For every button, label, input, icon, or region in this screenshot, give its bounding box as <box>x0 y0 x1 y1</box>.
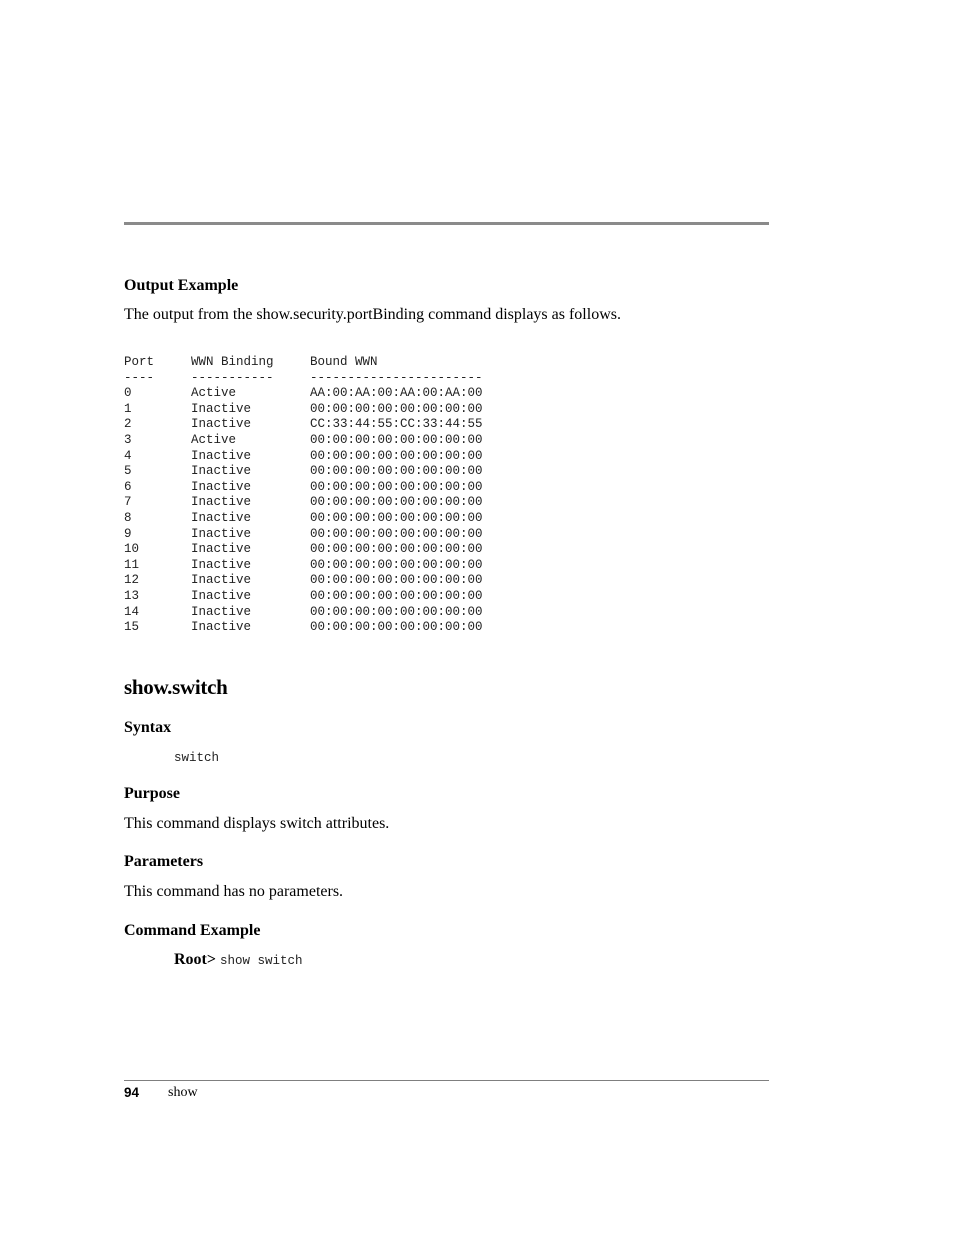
cell-wwn-binding: Inactive <box>191 620 252 635</box>
parameters-heading: Parameters <box>124 853 204 870</box>
cell-port: 10 <box>124 542 140 557</box>
cell-wwn-binding: Inactive <box>191 464 252 479</box>
cell-port: 13 <box>124 588 140 603</box>
separator-wwn-binding: ----------- <box>191 370 274 385</box>
cell-port: 12 <box>124 573 140 588</box>
syntax-code: switch <box>174 751 220 765</box>
cell-bound-wwn: 00:00:00:00:00:00:00:00 <box>310 401 483 416</box>
cell-port: 5 <box>124 464 132 479</box>
column-header-port: Port <box>124 355 155 369</box>
cell-bound-wwn: 00:00:00:00:00:00:00:00 <box>310 479 483 494</box>
table-body <box>124 386 483 636</box>
page-number: 94 <box>124 1085 140 1100</box>
cell-wwn-binding: Inactive <box>191 557 252 572</box>
table-row <box>124 542 483 558</box>
table-row <box>124 526 483 543</box>
command-text: show switch <box>220 954 303 968</box>
cell-bound-wwn: 00:00:00:00:00:00:00:00 <box>310 510 483 525</box>
table-row <box>124 479 483 496</box>
output-example-heading: Output Example <box>124 277 239 294</box>
cell-port: 2 <box>124 417 132 432</box>
parameters-text: This command has no parameters. <box>124 883 344 900</box>
table-row <box>124 417 483 433</box>
cell-wwn-binding: Inactive <box>191 417 252 432</box>
command-example-heading: Command Example <box>124 922 261 939</box>
section-title: show.switch <box>124 675 228 699</box>
cell-bound-wwn: 00:00:00:00:00:00:00:00 <box>310 604 483 619</box>
cell-bound-wwn: 00:00:00:00:00:00:00:00 <box>310 464 483 479</box>
cell-wwn-binding: Inactive <box>191 448 252 463</box>
table-row <box>124 386 483 402</box>
cell-bound-wwn: 00:00:00:00:00:00:00:00 <box>310 573 483 588</box>
table-row <box>124 557 483 574</box>
cell-bound-wwn: 00:00:00:00:00:00:00:00 <box>310 495 483 510</box>
cell-bound-wwn: 00:00:00:00:00:00:00:00 <box>310 588 483 603</box>
cell-wwn-binding: Inactive <box>191 510 252 525</box>
cell-bound-wwn: 00:00:00:00:00:00:00:00 <box>310 432 483 447</box>
cell-wwn-binding: Active <box>191 432 237 447</box>
table-row <box>124 448 483 465</box>
cell-bound-wwn: 00:00:00:00:00:00:00:00 <box>310 542 483 557</box>
purpose-text: This command displays switch attributes. <box>124 815 390 832</box>
footer-section-name: show <box>168 1085 198 1100</box>
cell-wwn-binding: Inactive <box>191 495 252 510</box>
purpose-heading: Purpose <box>124 785 180 802</box>
output-example-intro: The output from the show.security.portBinding command displays as follows. <box>124 306 621 323</box>
footer-rule <box>124 1080 769 1081</box>
column-header-bound-wwn: Bound WWN <box>310 355 378 369</box>
cell-port: 0 <box>124 386 132 401</box>
cell-port: 4 <box>124 448 132 463</box>
column-header-wwn-binding: WWN Binding <box>191 355 274 369</box>
table-separator-row <box>124 370 483 387</box>
table-row <box>124 604 483 621</box>
cell-bound-wwn: 00:00:00:00:00:00:00:00 <box>310 620 483 635</box>
command-example-line <box>174 950 303 971</box>
syntax-heading: Syntax <box>124 719 172 736</box>
cell-bound-wwn: 00:00:00:00:00:00:00:00 <box>310 448 483 463</box>
cell-wwn-binding: Inactive <box>191 479 252 494</box>
cell-wwn-binding: Inactive <box>191 588 252 603</box>
table-row <box>124 573 483 589</box>
table-row <box>124 510 483 527</box>
table-row <box>124 464 483 480</box>
table-row <box>124 495 483 511</box>
cell-port: 6 <box>124 479 132 494</box>
cell-port: 9 <box>124 526 132 541</box>
cell-wwn-binding: Inactive <box>191 526 252 541</box>
cell-port: 8 <box>124 510 132 525</box>
table-row <box>124 401 483 418</box>
table-row <box>124 432 483 449</box>
cell-port: 15 <box>124 620 140 635</box>
cell-bound-wwn: CC:33:44:55:CC:33:44:55 <box>310 417 483 432</box>
cell-wwn-binding: Inactive <box>191 401 252 416</box>
cell-bound-wwn: 00:00:00:00:00:00:00:00 <box>310 526 483 541</box>
table-row <box>124 588 483 605</box>
cell-port: 1 <box>124 401 132 416</box>
separator-port: ---- <box>124 370 155 385</box>
cell-bound-wwn: 00:00:00:00:00:00:00:00 <box>310 557 483 572</box>
cell-port: 14 <box>124 604 140 619</box>
cell-port: 7 <box>124 495 132 510</box>
header-rule <box>124 222 769 225</box>
table-header-row <box>124 355 378 371</box>
cell-wwn-binding: Inactive <box>191 542 252 557</box>
cell-port: 3 <box>124 432 132 447</box>
output-table <box>124 355 483 636</box>
command-prompt: Root> <box>174 951 216 968</box>
cell-port: 11 <box>124 557 140 572</box>
separator-bound-wwn: ----------------------- <box>310 370 483 385</box>
cell-wwn-binding: Active <box>191 386 237 401</box>
cell-wwn-binding: Inactive <box>191 604 252 619</box>
cell-bound-wwn: AA:00:AA:00:AA:00:AA:00 <box>310 386 483 401</box>
cell-wwn-binding: Inactive <box>191 573 252 588</box>
table-row <box>124 620 483 636</box>
